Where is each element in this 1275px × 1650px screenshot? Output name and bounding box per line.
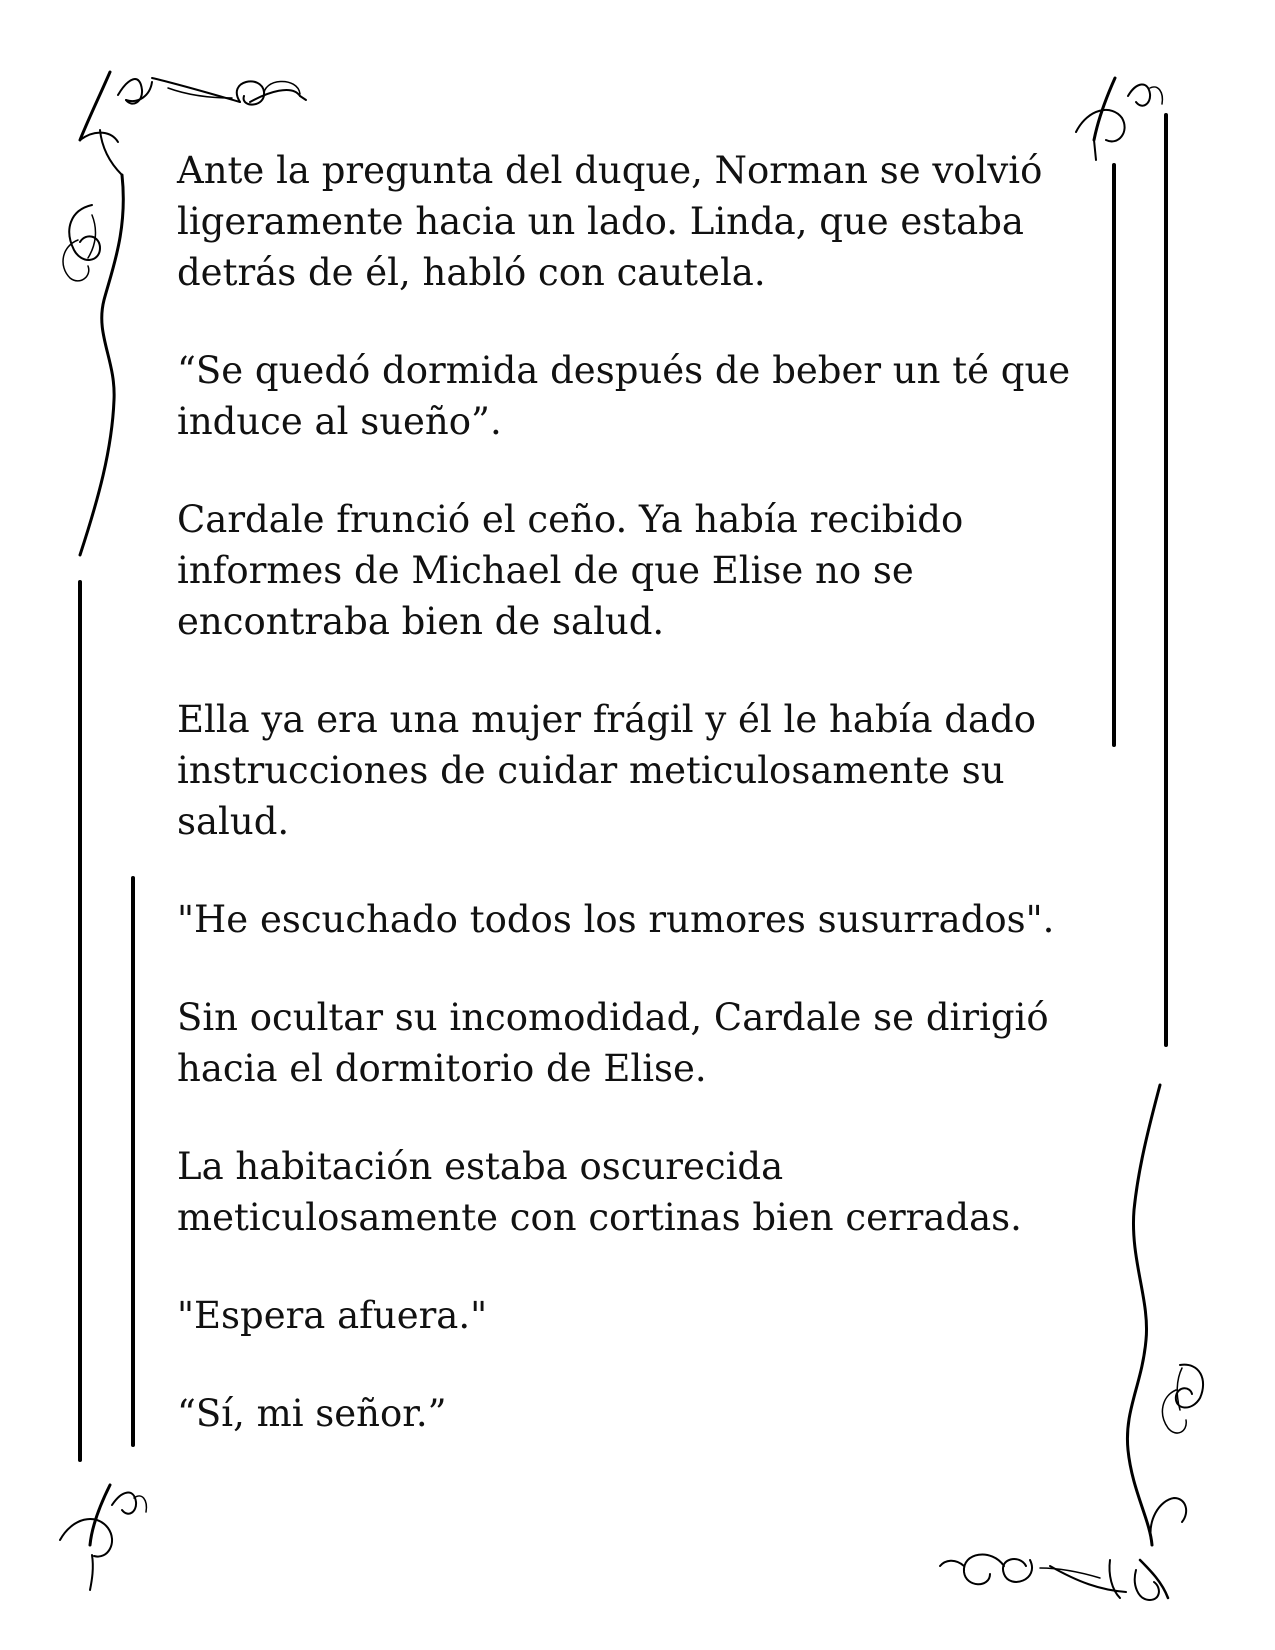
paragraph-1: Ante la pregunta del duque, Norman se volvió ligeramente hacia un lado. Linda, que estaba detrás de él, habló con cautela.: [177, 149, 1043, 294]
story-text: [177, 145, 1097, 1486]
paragraph-9: “Sí, mi señor.”: [177, 1392, 447, 1435]
paragraph-4: Ella ya era una mujer frágil y él le había dado instrucciones de cuidar meticulosamente su salud.: [177, 698, 1036, 843]
paragraph-7: La habitación estaba oscurecida meticulosamente con cortinas bien cerradas.: [177, 1145, 1022, 1239]
paragraph-8: "Espera afuera.": [177, 1294, 488, 1337]
bottom-left-flourish: [60, 1485, 146, 1590]
paragraph-6: Sin ocultar su incomodidad, Cardale se dirigió hacia el dormitorio de Elise.: [177, 996, 1049, 1090]
paragraph-5: "He escuchado todos los rumores susurrados".: [177, 898, 1055, 941]
paragraph-2: “Se quedó dormida después de beber un té que induce al sueño”.: [177, 349, 1071, 443]
paragraph-3: Cardale frunció el ceño. Ya había recibido informes de Michael de que Elise no se encontraba bien de salud.: [177, 498, 964, 643]
